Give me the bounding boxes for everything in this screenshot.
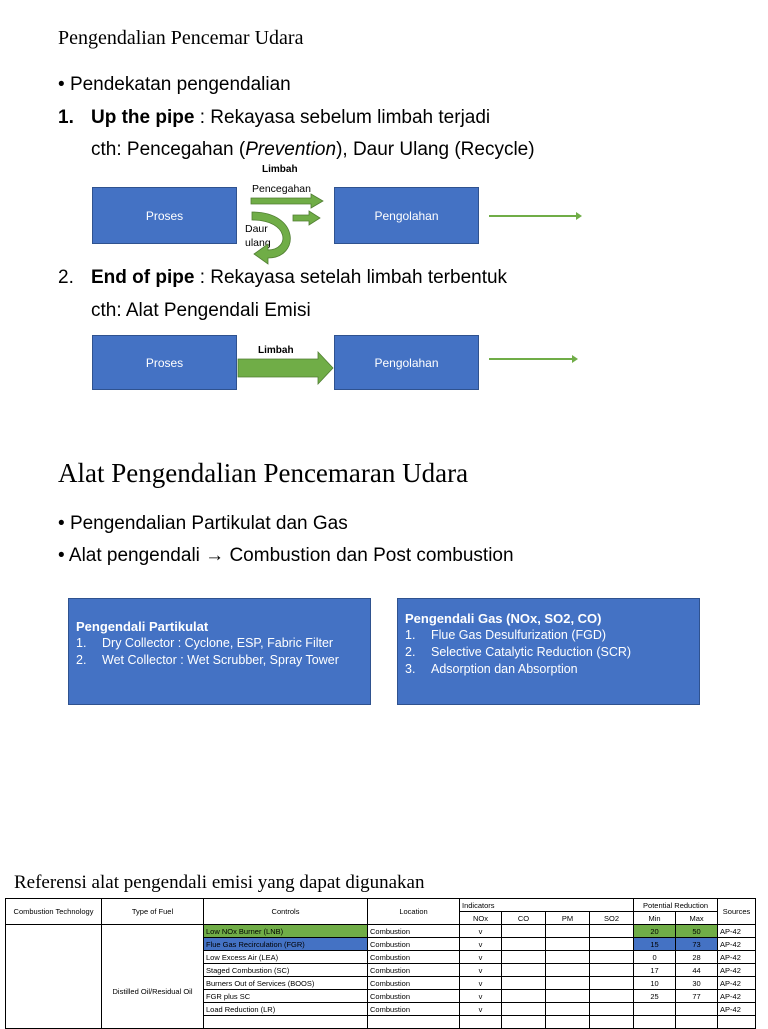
cell-min [634,1003,676,1016]
diagram2-limbah-label: Limbah [258,345,294,356]
pencegahan-arrow [251,194,323,208]
cell-control: Flue Gas Recirculation (FGR) [204,938,368,951]
cell-source: AP-42 [718,1003,756,1016]
cell-control: Load Reduction (LR) [204,1003,368,1016]
diagram1-limbah-label: Limbah [262,164,298,175]
cell-so2 [590,964,634,977]
cell-max [676,1016,718,1029]
small-arrow [293,211,320,225]
item2-number: 2. [58,267,74,288]
cell-max: 44 [676,964,718,977]
col-controls: Controls [204,899,368,925]
cell-location: Combustion [368,990,460,1003]
bullet-dot: • [58,545,65,566]
cell-nox [460,1016,502,1029]
cell-nox: v [460,951,502,964]
col-indicators: Indicators [460,899,634,912]
cell-pm [546,925,590,938]
bullet-alat-pengendali [58,545,514,567]
item1-text: : Rekayasa sebelum limbah terjadi [194,107,491,128]
cell-so2 [590,990,634,1003]
cell-so2 [590,925,634,938]
item1-example-b: Prevention [245,139,337,160]
cell-min: 20 [634,925,676,938]
cell-nox: v [460,925,502,938]
cell-location: Combustion [368,1003,460,1016]
cell-nox: v [460,1003,502,1016]
item1-head: Up the pipe [91,107,195,128]
col-pm: PM [546,912,590,925]
right-arrow-icon: → [205,545,225,566]
cell-co [502,1016,546,1029]
particulate-control-title: Pengendali Partikulat [76,619,209,634]
cell-location: Combustion [368,925,460,938]
cell-source: AP-42 [718,925,756,938]
cell-pm [546,1003,590,1016]
cell-pm [546,938,590,951]
col-min: Min [634,912,676,925]
diagram2-proses-box: Proses [92,335,237,390]
bullet-particulate-gas-text: Pengendalian Partikulat dan Gas [69,513,348,534]
cell-max: 28 [676,951,718,964]
cell-so2 [590,951,634,964]
particulate-item: 2. Wet Collector : Wet Scrubber, Spray Tower [76,653,339,667]
cell-min [634,1016,676,1029]
cell-nox: v [460,938,502,951]
cell-control: Staged Combustion (SC) [204,964,368,977]
reference-table [5,898,756,1029]
cell-max: 73 [676,938,718,951]
cell-co [502,964,546,977]
cell-tech [6,925,102,1029]
cell-location: Combustion [368,977,460,990]
gas-control-title: Pengendali Gas (NOx, SO2, CO) [405,611,602,626]
cell-source: AP-42 [718,977,756,990]
cell-location [368,1016,460,1029]
slide3-title: Referensi alat pengendali emisi yang dapat digunakan [14,872,425,893]
col-co: CO [502,912,546,925]
cell-pm [546,964,590,977]
output-arrowhead-2 [572,355,578,363]
cell-source [718,1016,756,1029]
cell-source: AP-42 [718,964,756,977]
cell-co [502,925,546,938]
cell-control [204,1016,368,1029]
col-max: Max [676,912,718,925]
cell-fuel-group: Distilled Oil/Residual Oil [102,925,204,1029]
cell-min: 15 [634,938,676,951]
col-so2: SO2 [590,912,634,925]
cell-min: 25 [634,990,676,1003]
cell-min: 10 [634,977,676,990]
cell-so2 [590,938,634,951]
cell-max: 50 [676,925,718,938]
cell-source: AP-42 [718,990,756,1003]
cell-control: Low NOx Burner (LNB) [204,925,368,938]
bullet-dot: • [58,74,65,95]
diagram1-proses-box: Proses [92,187,237,244]
limbah-arrow [238,352,333,384]
gas-item: 2. Selective Catalytic Reduction (SCR) [405,645,632,659]
gas-control-box [397,598,700,705]
table-row [6,925,756,938]
diagram1-daur-ulang-label: Daur ulang [245,223,271,249]
cell-so2 [590,1016,634,1029]
cell-nox: v [460,964,502,977]
particulate-control-box [68,598,371,705]
cell-control: Low Excess Air (LEA) [204,951,368,964]
slide2-title: Alat Pengendalian Pencemaran Udara [58,458,469,488]
cell-max [676,1003,718,1016]
diagram2-pengolahan-box: Pengolahan [334,335,479,390]
cell-min: 17 [634,964,676,977]
col-combustion-technology: Combustion Technology [6,899,102,925]
daur-ulang-arrow [252,212,290,264]
cell-pm [546,977,590,990]
cell-co [502,1003,546,1016]
item2-text: : Rekayasa setelah limbah terbentuk [194,267,508,288]
cell-co [502,951,546,964]
cell-pm [546,951,590,964]
cell-nox: v [460,977,502,990]
cell-min: 0 [634,951,676,964]
diagram1-pengolahan-box: Pengolahan [334,187,479,244]
cell-co [502,977,546,990]
col-nox: NOx [460,912,502,925]
col-location: Location [368,899,460,925]
cell-source: AP-42 [718,938,756,951]
cell-co [502,990,546,1003]
cell-max: 30 [676,977,718,990]
cell-control: FGR plus SC [204,990,368,1003]
output-arrowhead-1 [576,212,582,220]
cell-control: Burners Out of Services (BOOS) [204,977,368,990]
cell-location: Combustion [368,938,460,951]
bullet-particulate-gas [58,513,348,535]
particulate-item: 1. Dry Collector : Cyclone, ESP, Fabric Filter [76,636,334,650]
cell-source: AP-42 [718,951,756,964]
item1-number: 1. [58,107,74,128]
cell-pm [546,990,590,1003]
cell-location: Combustion [368,951,460,964]
item1-example-a: cth: Pencegahan ( [91,139,246,160]
gas-item: 1. Flue Gas Desulfurization (FGD) [405,628,607,642]
cell-so2 [590,1003,634,1016]
table-header-row [6,899,756,912]
col-type-of-fuel: Type of Fuel [102,899,204,925]
gas-item: 3. Adsorption dan Absorption [405,662,578,676]
bullet-approach-text: Pendekatan pengendalian [69,74,291,95]
slide1-title: Pengendalian Pencemar Udara [58,27,304,49]
item1-example-c: ), Daur Ulang (Recycle) [336,139,535,160]
col-potential-reduction: Potential Reduction [634,899,718,912]
cell-max: 77 [676,990,718,1003]
item2-head: End of pipe [91,267,195,288]
item-end-of-pipe [58,267,507,289]
diagram1-pencegahan-label: Pencegahan [252,183,311,195]
col-sources: Sources [718,899,756,925]
cell-location: Combustion [368,964,460,977]
bullet-dot: • [58,513,65,534]
bullet-alat-text-a: Alat pengendali [68,545,206,566]
cell-so2 [590,977,634,990]
item2-example: cth: Alat Pengendali Emisi [91,300,311,321]
cell-pm [546,1016,590,1029]
cell-nox: v [460,990,502,1003]
bullet-alat-text-b: Combustion dan Post combustion [224,545,514,566]
cell-co [502,938,546,951]
